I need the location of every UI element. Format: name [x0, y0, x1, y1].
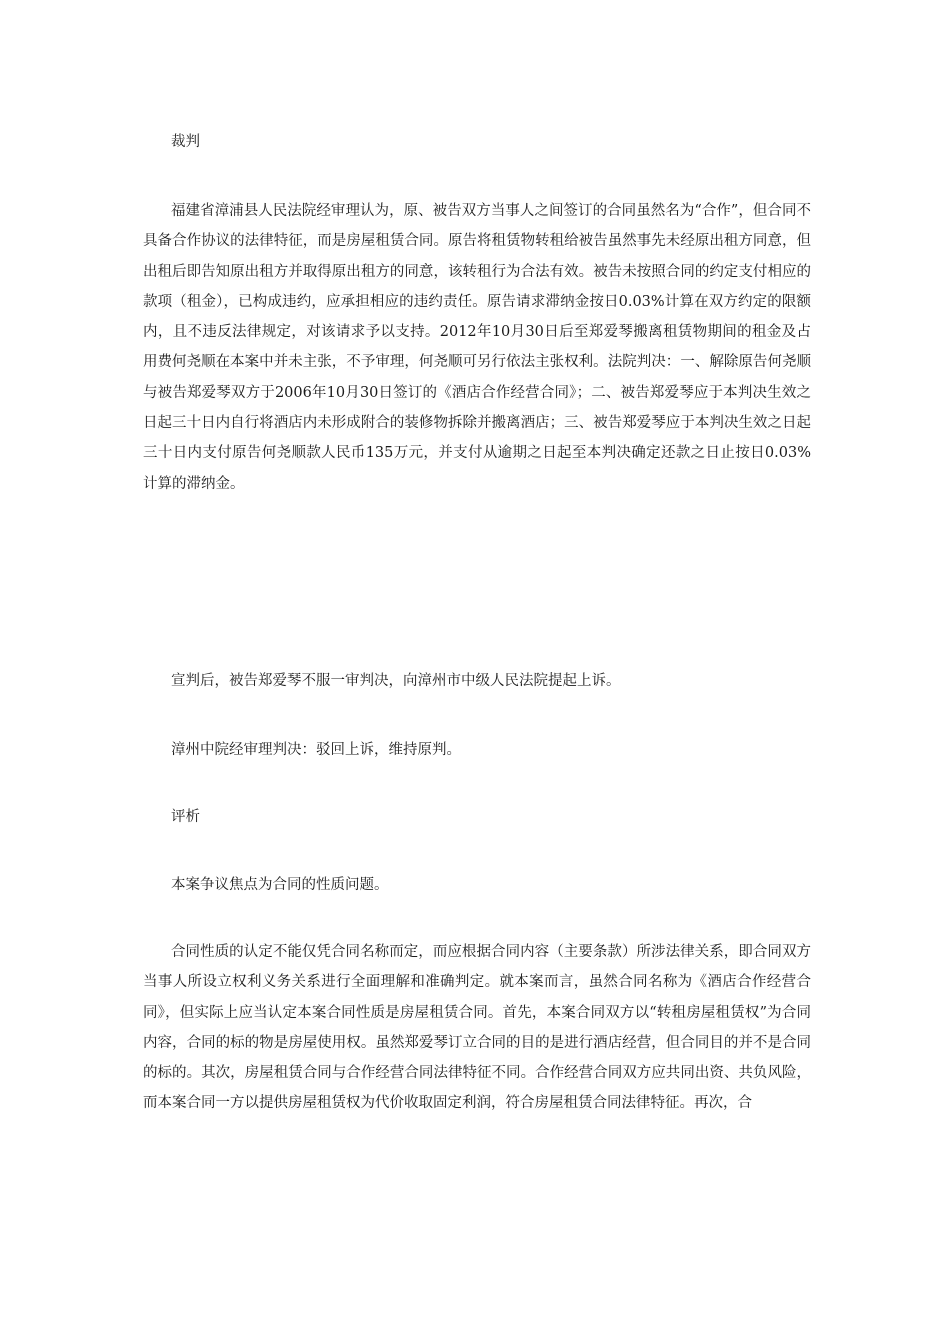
analysis-focus-paragraph: 本案争议焦点为合同的性质问题。 [171, 877, 389, 893]
analysis-detail-block [143, 937, 811, 1119]
analysis-focus-block [143, 870, 811, 900]
judgment-paragraph-block [143, 196, 811, 499]
judgment-heading-block [143, 127, 811, 157]
analysis-heading-block [143, 802, 811, 832]
second-instance-paragraph: 漳州中院经审理判决：驳回上诉，维持原判。 [171, 742, 461, 758]
second-instance-paragraph-block [143, 735, 811, 765]
judgment-paragraph: 福建省漳浦县人民法院经审理认为，原、被告双方当事人之间签订的合同虽然名为“合作”，但合同不具备合作协议的法律特征，而是房屋租赁合同。原告将租赁物转租给被告虽然事先未经原出租方同意，但出租后即告知原出租方并取得原出租方的同意，该转租行为合法有效。被告未按照合同的约定支付相应的款项（租金），已构成违约，应承担相应的违约责任。原告请求滞纳金按日0.03%计算在双方约定的限额内，且不违反法律规定，对该请求予以支持。2012年10月30日后至郑爱琴搬离租赁物期间的租金及占用费何尧顺在本案中并未主张，不予审理，何尧顺可另行依法主张权利。法院判决：一、解除原告何尧顺与被告郑爱琴双方于2006年10月30日签订的《酒店合作经营合同》；二、被告郑爱琴应于本判决生效之日起三十日内自行将酒店内未形成附合的装修物拆除并搬离酒店；三、被告郑爱琴应于本判决生效之日起三十日内支付原告何尧顺款人民币135万元，并支付从逾期之日起至本判决确定还款之日止按日0.03%计算的滞纳金。 [143, 203, 811, 492]
section-heading-judgment: 裁判 [171, 134, 200, 150]
appeal-paragraph-block [143, 666, 811, 696]
appeal-paragraph: 宣判后，被告郑爱琴不服一审判决，向漳州市中级人民法院提起上诉。 [171, 673, 621, 689]
analysis-detail-paragraph: 合同性质的认定不能仅凭合同名称而定，而应根据合同内容（主要条款）所涉法律关系，即合同双方当事人所设立权利义务关系进行全面理解和准确判定。就本案而言，虽然合同名称为《酒店合作经营合同》，但实际上应当认定本案合同性质是房屋租赁合同。首先，本案合同双方以“转租房屋租赁权”为合同内容，合同的标的物是房屋使用权。虽然郑爱琴订立合同的目的是进行酒店经营，但合同目的并不是合同的标的。其次，房屋租赁合同与合作经营合同法律特征不同。合作经营合同双方应共同出资、共负风险，而本案合同一方以提供房屋租赁权为代价收取固定利润，符合房屋租赁合同法律特征。再次，合 [143, 944, 811, 1112]
section-heading-analysis: 评析 [171, 809, 200, 825]
